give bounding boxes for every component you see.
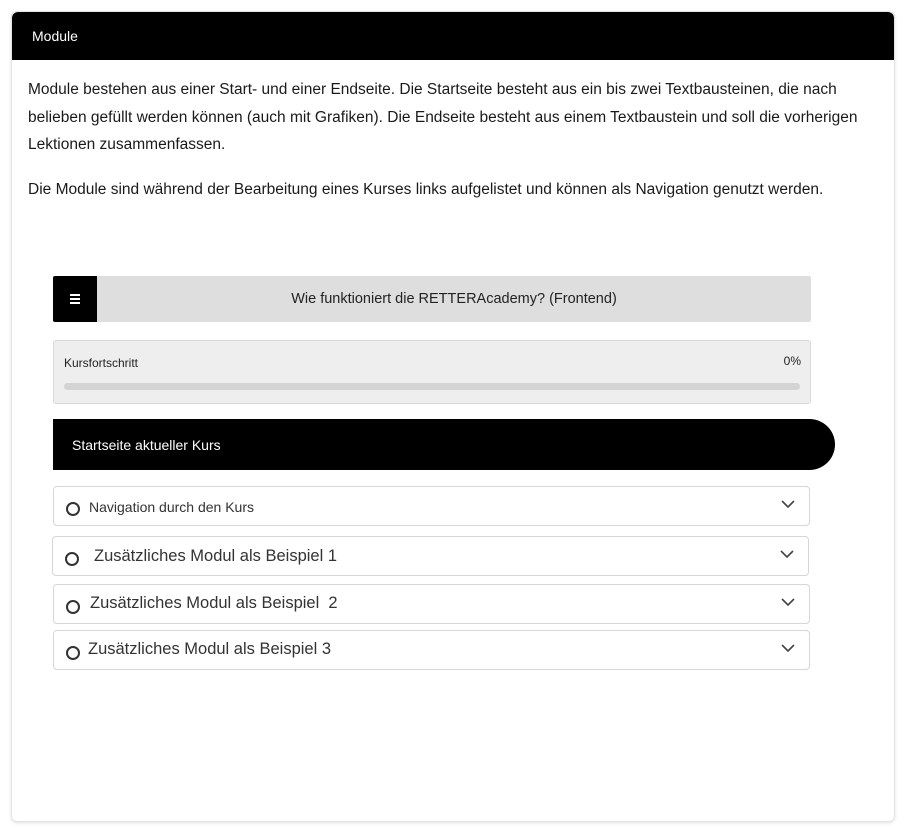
module-info-card: [11, 11, 895, 822]
radio-circle-icon: [66, 646, 80, 660]
chevron-down-icon[interactable]: [781, 499, 795, 509]
radio-circle-icon: [65, 552, 79, 566]
module-item-navigation[interactable]: [53, 486, 810, 526]
module-item-label: Zusätzliches Modul als Beispiel 1: [94, 547, 338, 565]
description-paragraph-2: Die Module sind während der Bearbeitung eines Kurses links aufgelistet und können als Navigation genutzt werden.: [28, 181, 824, 198]
course-start-page-label: Startseite aktueller Kurs: [72, 437, 221, 453]
module-item-label: Zusätzliches Modul als Beispiel 2: [90, 594, 338, 612]
course-start-page-button[interactable]: [53, 419, 835, 470]
card-title: Module: [32, 28, 78, 44]
module-item-example-2[interactable]: [53, 584, 810, 624]
course-title: Wie funktioniert die RETTERAcademy? (Frontend): [291, 291, 617, 307]
course-progress-box: [53, 340, 811, 404]
progress-bar: [64, 383, 800, 390]
module-item-label: Zusätzliches Modul als Beispiel 3: [88, 640, 332, 658]
description-paragraph-1: Module bestehen aus einer Start- und einer Endseite. Die Startseite besteht aus ein bis zwei Textbausteinen, die nach belieben gefüllt werden können (auch mit Grafiken). Die Endseite besteht aus einem Textbaustein und soll die vorherigen Lektionen zusammenfassen.: [28, 81, 858, 153]
module-item-example-1[interactable]: [52, 536, 809, 576]
radio-circle-icon: [66, 502, 80, 516]
chevron-down-icon[interactable]: [781, 597, 795, 607]
progress-label: Kursfortschritt: [64, 356, 139, 370]
chevron-down-icon[interactable]: [781, 643, 795, 653]
card-header: [12, 12, 894, 60]
progress-percent: 0%: [783, 354, 801, 368]
course-title-bar: [53, 276, 811, 322]
module-item-label: Navigation durch den Kurs: [89, 499, 254, 515]
radio-circle-icon: [66, 600, 80, 614]
hamburger-menu-button[interactable]: [53, 276, 97, 322]
module-item-example-3[interactable]: [53, 630, 810, 670]
chevron-down-icon[interactable]: [780, 549, 794, 559]
